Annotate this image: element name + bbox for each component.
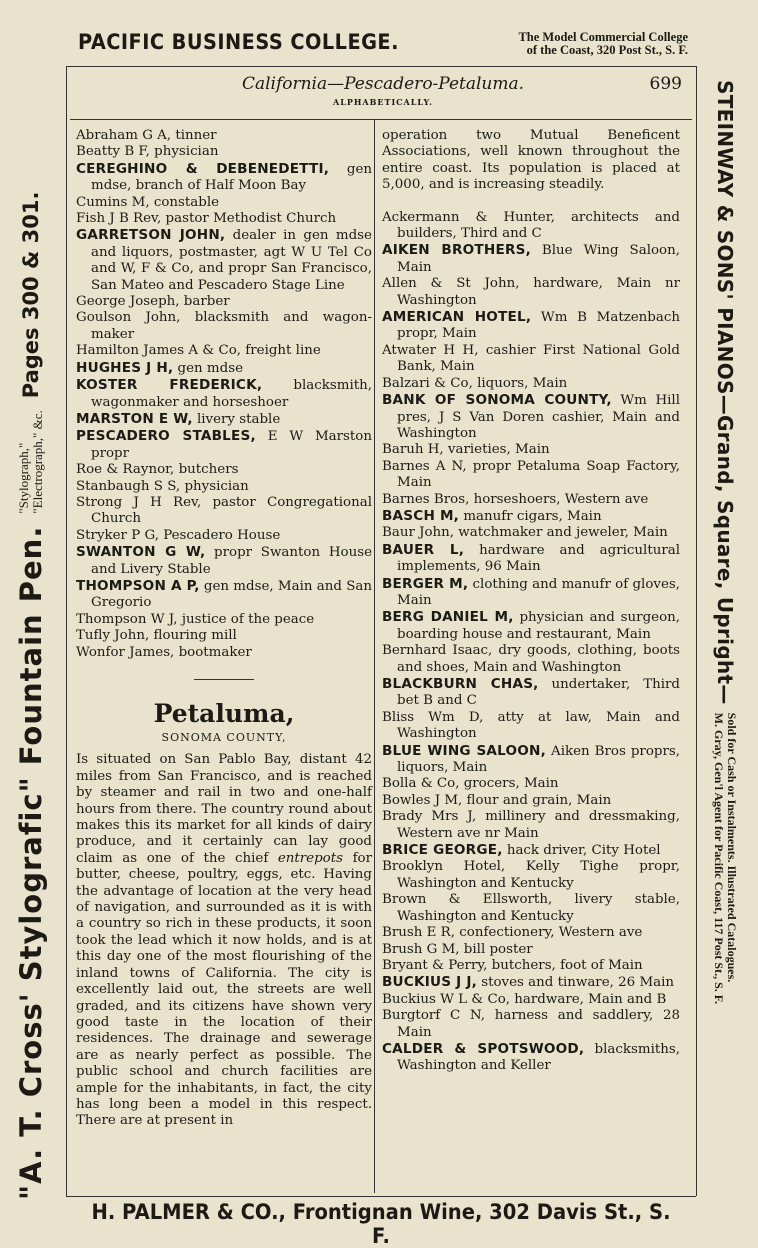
entry-details: architects and builders, Third and C: [397, 209, 680, 242]
directory-entry: [76, 462, 372, 478]
left-side-ad-brace: [17, 410, 45, 513]
entry-name: Thompson W J,: [76, 611, 178, 627]
right-side-advertisement: [696, 80, 754, 1180]
pescadero-directory-list: [76, 128, 372, 661]
section-divider: [194, 679, 254, 680]
directory-entry: [382, 942, 680, 958]
directory-entry: [382, 459, 680, 492]
entry-details: harness and saddlery, 28 Main: [397, 1008, 680, 1040]
entry-details: Blue Wing Saloon, Main: [397, 243, 680, 275]
entry-details: E W Marston propr: [91, 429, 372, 461]
page-number: 699: [649, 74, 682, 94]
entry-name: George Joseph,: [76, 294, 180, 310]
entry-details: physician: [149, 144, 219, 160]
entry-name: Barnes A N,: [382, 458, 467, 474]
directory-entry: [382, 343, 680, 376]
frame-bottom-rule: [66, 1196, 696, 1197]
entry-name: BERGER M,: [382, 575, 469, 592]
town-description-part-2: for butter, cheese, poultry, eggs, etc. Having the advantage of location at the very head of navigation, and surrounded as it is with a country so rich in these products, it soon took the lead which it now holds, and is at this day one of the most flourishing of the inland towns of California. The city is excellently laid out, the streets are well graded, and its citizens have shown very good taste in the location of their residences. The drainage and sewerage are as nearly perfect as possible. The public school and church facilities are ample for the inhabitants, in fact, the city has long been a model in this respect. There are at present in: [76, 850, 372, 1129]
entry-name: Beatty B F,: [76, 144, 150, 160]
left-side-ad-brace-line-2: "Electrograph," &c.: [30, 410, 45, 514]
entry-name: MARSTON E W,: [76, 410, 193, 427]
bottom-advertisement-banner: H. PALMER & CO., Frontignan Wine, 302 Davis St., S. F.: [91, 1200, 671, 1248]
entry-details: Pescadero House: [158, 527, 281, 543]
directory-entry: [76, 360, 372, 377]
entry-details: Aiken Bros proprs, liquors, Main: [397, 743, 680, 776]
entry-name: Burgtorf C N,: [382, 1008, 486, 1024]
entry-name: CEREGHINO & DEBENEDETTI,: [76, 160, 330, 177]
town-description-continued: operation two Mutual Beneficent Associations, well known throughout the entire coast. Its population is placed at 5,000, and is increasing steadily.: [382, 128, 680, 193]
entry-details: gen mdse: [173, 360, 243, 376]
directory-entry: [382, 376, 680, 392]
right-column: [382, 128, 680, 1075]
directory-entry: [76, 161, 372, 195]
entry-details: flour and grain, Main: [462, 792, 612, 808]
entry-details: millinery and dressmaking, Western ave nr Main: [397, 809, 680, 841]
entry-name: Allen & St John,: [382, 276, 520, 292]
entry-name: Bolla & Co,: [382, 776, 460, 792]
running-head-subtitle: ALPHABETICALLY.: [333, 97, 433, 107]
entry-details: Kelly Tighe propr, Washington and Kentucky: [397, 859, 680, 891]
directory-entry: [382, 609, 680, 643]
right-side-ad-small-line-2: M. Gray, Gen'l Agent for Pacific Coast, 117 Post St., S. F.: [712, 712, 726, 1004]
entry-name: CALDER & SPOTSWOOD,: [382, 1040, 585, 1057]
entry-details: freight line: [241, 343, 321, 359]
entry-name: Wonfor James,: [76, 644, 175, 660]
directory-entry: [382, 859, 680, 892]
directory-entry: [76, 128, 372, 144]
entry-details: atty at law, Main and Washington: [397, 709, 680, 742]
entry-details: butchers: [174, 462, 239, 478]
directory-entry: [76, 343, 372, 359]
entry-details: varieties, Main: [443, 442, 550, 458]
directory-entry: [382, 508, 680, 525]
entry-details: livery stable: [192, 411, 281, 427]
directory-entry: [76, 227, 372, 294]
directory-entry: [382, 492, 680, 508]
entry-name: BLACKBURN CHAS,: [382, 676, 539, 692]
entry-details: flouring mill: [149, 628, 237, 644]
entry-details: manufr cigars, Main: [459, 508, 602, 524]
directory-entry: [382, 542, 680, 576]
town-description-italic: entrepots: [277, 850, 343, 866]
entry-name: HUGHES J H,: [76, 359, 174, 376]
directory-entry: [76, 645, 372, 661]
running-head-title: California—Pescadero-Petaluma.: [241, 74, 525, 94]
directory-entry: [382, 442, 680, 458]
section-subheading: SONOMA COUNTY,: [161, 731, 287, 744]
entry-details: blacksmiths, Washington and Keller: [397, 1041, 680, 1074]
entry-name: Brooklyn Hotel,: [382, 859, 506, 875]
directory-entry: [382, 974, 680, 991]
directory-entry: [76, 528, 372, 544]
entry-name: Bernhard Isaac,: [382, 643, 493, 659]
entry-details: physician: [180, 478, 249, 494]
entry-details: butchers, foot of Main: [487, 957, 643, 973]
entry-name: Roe & Raynor,: [76, 462, 175, 478]
top-banner-right-line-2: of the Coast, 320 Post St., S. F.: [526, 43, 688, 57]
town-description-part-1: Is situated on San Pablo Bay, distant 42 miles from San Francisco, and is reached by steamer and rail in two and one-half hours from there. The country round about makes this its market for all kinds of dairy produce, and it certainly can lay good claim as one of the chief: [76, 752, 372, 866]
entry-details: cashier First National Gold Bank, Main: [397, 342, 680, 375]
entry-details: undertaker, Third bet B and C: [397, 677, 681, 709]
entry-name: BLUE WING SALOON,: [382, 742, 546, 759]
entry-name: Hamilton James A & Co,: [76, 343, 242, 359]
entry-name: Baruh H,: [382, 442, 444, 458]
directory-entry: [382, 793, 680, 809]
entry-name: PESCADERO STABLES,: [76, 428, 256, 445]
entry-details: watchmaker and jeweler, Main: [454, 525, 668, 541]
left-side-ad-main: "A. T. Cross' Stylografic" Fountain Pen.: [14, 525, 48, 1200]
entry-details: justice of the peace: [177, 611, 315, 627]
entry-name: Cumins M,: [76, 194, 150, 210]
directory-entry: [76, 411, 372, 428]
left-side-ad-pages: Pages 300 & 301.: [19, 191, 43, 399]
top-banner-right-line-1: The Model Commercial College: [518, 30, 688, 44]
entry-details: bill poster: [459, 941, 533, 957]
petaluma-directory-list: [382, 210, 680, 1075]
entry-details: gen mdse, branch of Half Moon Bay: [91, 161, 372, 194]
entry-details: blacksmith, wagonmaker and horseshoer: [91, 378, 372, 410]
entry-name: KOSTER FREDERICK,: [76, 377, 263, 394]
entry-details: Wm Hill pres, J S Van Doren cashier, Main and Washington: [397, 393, 680, 441]
directory-entry: [382, 1008, 680, 1041]
directory-entry: [76, 479, 372, 495]
entry-details: hardware and agricultural implements, 96 Main: [397, 542, 680, 575]
directory-entry: [76, 628, 372, 644]
left-side-ad-brace-line-1: "Stylograph,": [16, 442, 31, 514]
entry-name: Baur John,: [382, 525, 455, 541]
entry-name: BRICE GEORGE,: [382, 842, 503, 859]
entry-details: constable: [149, 194, 220, 210]
running-head: [78, 74, 688, 107]
directory-entry: [382, 842, 680, 859]
entry-details: hardware, Main nr Washington: [397, 276, 680, 308]
left-side-advertisement: [4, 80, 58, 1200]
directory-entry: [382, 576, 680, 610]
entry-name: SWANTON G W,: [76, 544, 206, 561]
entry-details: liquors, Main: [472, 375, 568, 391]
entry-name: BERG DANIEL M,: [382, 609, 514, 626]
entry-name: Stanbaugh S S,: [76, 478, 181, 494]
entry-name: Bliss Wm D,: [382, 709, 484, 725]
directory-entry: [76, 294, 372, 310]
directory-entry: [76, 377, 372, 411]
entry-details: hack driver, City Hotel: [502, 843, 661, 859]
entry-name: THOMPSON A P,: [76, 577, 200, 594]
entry-details: livery stable, Washington and Kentucky: [397, 892, 680, 924]
entry-name: BANK OF SONOMA COUNTY,: [382, 392, 612, 409]
header-rule: [70, 119, 692, 120]
directory-entry: [382, 392, 680, 442]
entry-name: Brush G M,: [382, 941, 460, 957]
frame-top-rule: [66, 66, 696, 67]
directory-entry: [76, 495, 372, 528]
entry-details: physician and surgeon, boarding house and restaurant, Main: [397, 610, 681, 642]
column-divider: [374, 120, 375, 1193]
directory-entry: [76, 144, 372, 160]
directory-entry: [382, 925, 680, 941]
right-side-ad-small: [712, 713, 738, 1004]
left-column: [76, 128, 372, 1130]
entry-name: BASCH M,: [382, 507, 460, 524]
directory-entry: [382, 525, 680, 541]
directory-entry: [382, 309, 680, 343]
entry-details: bootmaker: [174, 644, 252, 660]
section-heading: Petaluma,: [153, 699, 295, 728]
entry-name: GARRETSON JOHN,: [76, 227, 226, 244]
directory-entry: [382, 776, 680, 792]
directory-entry: [382, 892, 680, 925]
entry-name: BAUER L,: [382, 541, 465, 558]
entry-details: gen mdse, Main and San Gregorio: [91, 578, 372, 611]
directory-entry: [382, 710, 680, 743]
entry-name: Barnes Bros,: [382, 491, 470, 507]
entry-details: pastor Methodist Church: [161, 211, 337, 227]
directory-entry: [382, 242, 680, 276]
entry-details: pastor Congregational Church: [91, 494, 372, 527]
directory-entry: [76, 195, 372, 211]
entry-details: propr Petaluma Soap Factory, Main: [397, 458, 681, 491]
directory-entry: [76, 544, 372, 578]
directory-entry: [76, 310, 372, 343]
directory-entry: [382, 1041, 680, 1075]
entry-name: Abraham G A,: [76, 128, 172, 143]
entry-details: tinner: [171, 128, 217, 143]
entry-name: Goulson John,: [76, 310, 181, 326]
entry-name: Atwater H H,: [382, 342, 479, 358]
entry-name: AIKEN BROTHERS,: [382, 242, 531, 259]
entry-name: BUCKIUS J J,: [382, 974, 477, 991]
entry-details: dealer in gen mdse and liquors, postmaster, agt W U Tel Co and W, F & Co, and propr San Francisco, San Mateo and Pescadero Stage Line: [91, 228, 372, 293]
entry-name: Brady Mrs J,: [382, 809, 477, 825]
entry-name: Brush E R,: [382, 925, 455, 941]
top-banner-left-text: PACIFIC BUSINESS COLLEGE.: [78, 30, 399, 54]
entry-details: propr Swanton House and Livery Stable: [91, 545, 372, 577]
entry-details: barber: [179, 294, 230, 310]
entry-details: Wm B Matzenbach propr, Main: [397, 310, 680, 342]
directory-entry: [382, 210, 680, 243]
directory-entry: [76, 211, 372, 227]
entry-name: Stryker P G,: [76, 527, 159, 543]
entry-details: dry goods, clothing, boots and shoes, Main and Washington: [397, 643, 680, 675]
entry-details: confectionery, Western ave: [455, 925, 643, 941]
entry-details: grocers, Main: [459, 776, 559, 792]
entry-name: Tufly John,: [76, 628, 150, 644]
entry-details: blacksmith and wagon-maker: [91, 310, 372, 342]
top-banner-right-text: [518, 31, 688, 57]
directory-entry: [382, 958, 680, 974]
top-advertisement-banner: [78, 30, 688, 66]
directory-entry: [382, 809, 680, 842]
entry-name: Strong J H Rev,: [76, 494, 202, 510]
paragraph-gap: [382, 194, 680, 210]
entry-name: Fish J B Rev,: [76, 211, 162, 227]
entry-details: horseshoers, Western ave: [469, 491, 649, 507]
town-description: [76, 752, 372, 1129]
directory-entry: [76, 612, 372, 628]
directory-entry: [382, 992, 680, 1008]
entry-name: Bryant & Perry,: [382, 957, 488, 973]
entry-name: Ackermann & Hunter,: [382, 209, 555, 225]
directory-entry: [382, 676, 680, 710]
directory-entry: [76, 578, 372, 612]
entry-name: Buckius W L & Co,: [382, 991, 511, 1007]
right-side-ad-small-line-1: Sold for Cash or Instalments. Illustrated Catalogues.: [725, 712, 739, 983]
entry-name: Bowles J M,: [382, 792, 463, 808]
directory-entry: [382, 643, 680, 676]
entry-name: AMERICAN HOTEL,: [382, 309, 532, 326]
entry-details: stoves and tinware, 26 Main: [476, 975, 675, 991]
entry-name: Brown & Ellsworth,: [382, 892, 553, 908]
directory-entry: [382, 276, 680, 309]
directory-entry: [76, 428, 372, 462]
entry-name: Balzari & Co,: [382, 375, 473, 391]
entry-details: clothing and manufr of gloves, Main: [397, 576, 681, 608]
right-side-ad-main: STEINWAY & SONS' PIANOS—Grand, Square, Upright—: [713, 80, 737, 705]
frame-left-rule: [66, 66, 67, 1196]
entry-details: hardware, Main and B: [510, 991, 667, 1007]
directory-entry: [382, 743, 680, 777]
